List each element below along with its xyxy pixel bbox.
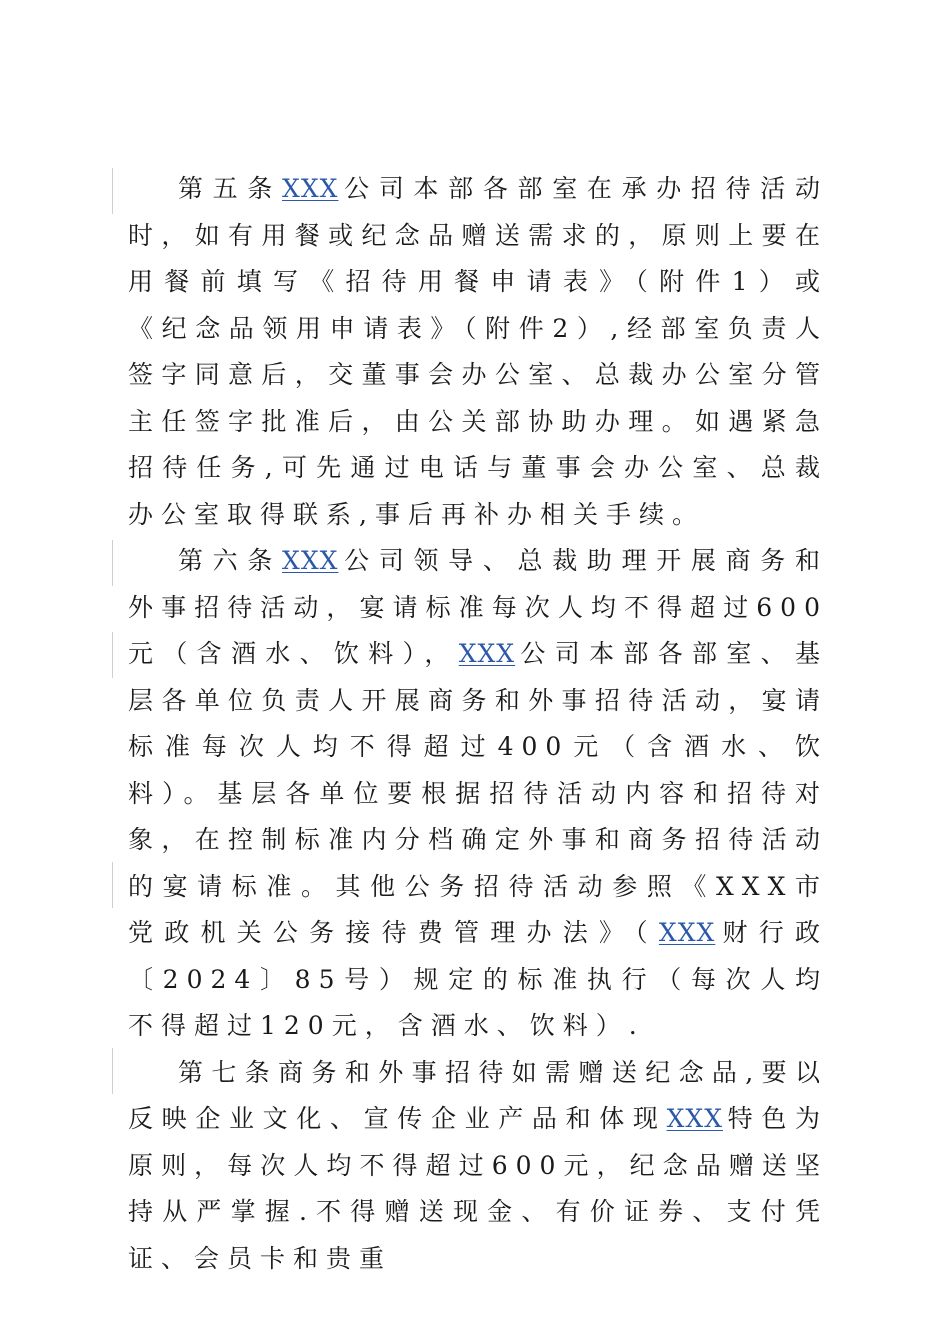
- revision-margin-mark: [112, 1048, 113, 1094]
- revision-margin-mark: [112, 862, 113, 908]
- article-6-paragraph: [128, 538, 828, 1050]
- article-6-text-3: 财行政〔2024〕85号）规定的标准执行（每次人均不得超过120元，含酒水、饮料）.: [128, 918, 828, 1040]
- article-6-company-link-1[interactable]: XXX: [282, 546, 339, 575]
- revision-margin-mark: [112, 168, 113, 214]
- article-7-text-2: 特色为原则，每次人均不得超过600元，纪念品赠送坚持从严掌握.不得赠送现金、有价证券、支付凭证、会员卡和贵重: [128, 1104, 828, 1273]
- article-5-company-link[interactable]: XXX: [282, 174, 339, 203]
- article-7-text-1: 商务和外事招待如需赠送纪念品,要以反映企业文化、宣传企业产品和体现: [128, 1057, 828, 1133]
- article-7-company-link[interactable]: XXX: [666, 1104, 723, 1133]
- article-7-heading: 第七条: [178, 1057, 279, 1087]
- revision-margin-mark: [112, 540, 113, 586]
- article-5-text: 公司本部各部室在承办招待活动时，如有用餐或纪念品赠送需求的，原则上要在用餐前填写《招待用餐申请表》（附件1）或《纪念品领用申请表》（附件2）,经部室负责人签字同意后，交董事会办公室、总裁办公室分管主任签字批准后，由公关部协助办理。如遇紧急招待任务,可先通过电话与董事会办公室、总裁办公室取得联系,事后再补办相关手续。: [128, 174, 828, 529]
- article-7-paragraph: [128, 1050, 828, 1283]
- article-6-company-link-2[interactable]: XXX: [458, 639, 516, 668]
- article-5-heading: 第五条: [178, 174, 283, 203]
- article-6-company-link-3[interactable]: XXX: [658, 918, 716, 947]
- document-body: [128, 166, 828, 1282]
- article-5-paragraph: [128, 166, 828, 538]
- article-6-text-1: 公司领导、总裁助理开展商务和外事招待活动，宴请标准每次人均不得超过600元（含酒水、饮料），: [128, 546, 828, 668]
- article-6-text-2: 公司本部各部室、基层各单位负责人开展商务和外事招待活动，宴请标准每次人均不得超过400元（含酒水、饮料）。基层各单位要根据招待活动内容和招待对象，在控制标准内分档确定外事和商务招待活动的宴请标准。其他公务招待活动参照《XXX市党政机关公务接待费管理办法》（: [128, 639, 828, 947]
- article-6-heading: 第六条: [178, 546, 283, 575]
- revision-margin-mark: [112, 632, 113, 678]
